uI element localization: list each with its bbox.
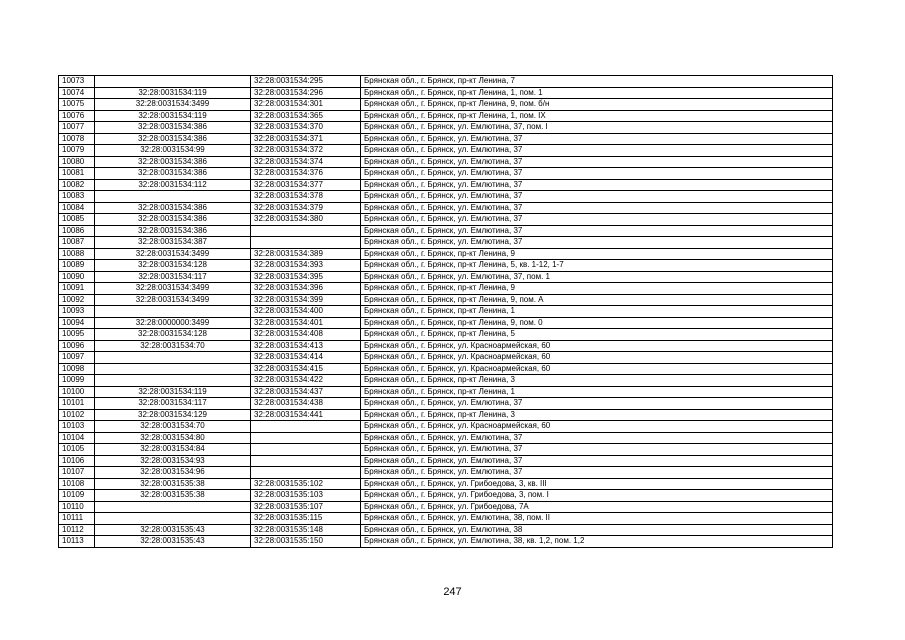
row-number-cell: 10105	[59, 444, 95, 456]
table-row	[59, 283, 833, 295]
table-row	[59, 110, 833, 122]
address-cell: Брянская обл., г. Брянск, ул. Емлютина, 37	[361, 168, 833, 180]
table-row	[59, 432, 833, 444]
row-number-cell: 10089	[59, 260, 95, 272]
table-row	[59, 168, 833, 180]
parent-cadastral-cell: 32:28:0031534:386	[95, 156, 251, 168]
parent-cadastral-cell: 32:28:0000000:3499	[95, 317, 251, 329]
parent-cadastral-cell: 32:28:0031534:3499	[95, 248, 251, 260]
cadastral-number-cell: 32:28:0031534:379	[251, 202, 361, 214]
address-cell: Брянская обл., г. Брянск, ул. Емлютина, 38, кв. 1,2, пом. 1,2	[361, 536, 833, 548]
table-row	[59, 501, 833, 513]
address-cell: Брянская обл., г. Брянск, ул. Грибоедова, 3, пом. I	[361, 490, 833, 502]
table-row	[59, 214, 833, 226]
row-number-cell: 10075	[59, 99, 95, 111]
page-number: 247	[443, 586, 462, 598]
table-row	[59, 156, 833, 168]
table-row	[59, 524, 833, 536]
parent-cadastral-cell: 32:28:0031534:128	[95, 260, 251, 272]
address-cell: Брянская обл., г. Брянск, пр-кт Ленина, 9	[361, 248, 833, 260]
table-row	[59, 490, 833, 502]
table-row	[59, 317, 833, 329]
address-cell: Брянская обл., г. Брянск, пр-кт Ленина, 9	[361, 283, 833, 295]
row-number-cell: 10096	[59, 340, 95, 352]
parent-cadastral-cell	[95, 513, 251, 525]
address-cell: Брянская обл., г. Брянск, пр-кт Ленина, 1, пом. 1	[361, 87, 833, 99]
address-cell: Брянская обл., г. Брянск, ул. Емлютина, 37	[361, 214, 833, 226]
cadastral-number-cell: 32:28:0031534:399	[251, 294, 361, 306]
row-number-cell: 10087	[59, 237, 95, 249]
parent-cadastral-cell: 32:28:0031534:386	[95, 214, 251, 226]
row-number-cell: 10080	[59, 156, 95, 168]
table-row	[59, 352, 833, 364]
parent-cadastral-cell: 32:28:0031534:3499	[95, 283, 251, 295]
table-row	[59, 191, 833, 203]
table-row	[59, 99, 833, 111]
cadastral-number-cell	[251, 455, 361, 467]
cadastral-number-cell: 32:28:0031534:400	[251, 306, 361, 318]
parent-cadastral-cell: 32:28:0031534:117	[95, 398, 251, 410]
cadastral-number-cell: 32:28:0031534:408	[251, 329, 361, 341]
parent-cadastral-cell: 32:28:0031534:70	[95, 340, 251, 352]
cadastral-number-cell: 32:28:0031534:395	[251, 271, 361, 283]
row-number-cell: 10079	[59, 145, 95, 157]
parent-cadastral-cell: 32:28:0031535:43	[95, 536, 251, 548]
table-row	[59, 145, 833, 157]
parent-cadastral-cell: 32:28:0031534:386	[95, 225, 251, 237]
cadastral-number-cell	[251, 237, 361, 249]
parent-cadastral-cell: 32:28:0031534:70	[95, 421, 251, 433]
cadastral-number-cell	[251, 421, 361, 433]
parent-cadastral-cell	[95, 191, 251, 203]
table-row	[59, 363, 833, 375]
cadastral-number-cell: 32:28:0031534:371	[251, 133, 361, 145]
row-number-cell: 10113	[59, 536, 95, 548]
row-number-cell: 10084	[59, 202, 95, 214]
row-number-cell: 10090	[59, 271, 95, 283]
address-cell: Брянская обл., г. Брянск, пр-кт Ленина, 1	[361, 386, 833, 398]
cadastral-number-cell	[251, 225, 361, 237]
address-cell: Брянская обл., г. Брянск, ул. Емлютина, 38	[361, 524, 833, 536]
table-row	[59, 248, 833, 260]
cadastral-number-cell: 32:28:0031534:393	[251, 260, 361, 272]
cadastral-number-cell: 32:28:0031534:295	[251, 76, 361, 88]
cadastral-number-cell: 32:28:0031535:103	[251, 490, 361, 502]
cadastral-number-cell: 32:28:0031534:372	[251, 145, 361, 157]
table-row	[59, 455, 833, 467]
table-row	[59, 329, 833, 341]
parent-cadastral-cell: 32:28:0031534:386	[95, 202, 251, 214]
address-cell: Брянская обл., г. Брянск, пр-кт Ленина, 3	[361, 409, 833, 421]
cadastral-number-cell	[251, 432, 361, 444]
parent-cadastral-cell: 32:28:0031535:38	[95, 478, 251, 490]
address-cell: Брянская обл., г. Брянск, пр-кт Ленина, 5, кв. 1-12, 1-7	[361, 260, 833, 272]
parent-cadastral-cell: 32:28:0031534:128	[95, 329, 251, 341]
address-cell: Брянская обл., г. Брянск, пр-кт Ленина, 7	[361, 76, 833, 88]
parent-cadastral-cell: 32:28:0031535:43	[95, 524, 251, 536]
row-number-cell: 10100	[59, 386, 95, 398]
row-number-cell: 10110	[59, 501, 95, 513]
cadastral-number-cell: 32:28:0031534:422	[251, 375, 361, 387]
table-row	[59, 76, 833, 88]
table-row	[59, 237, 833, 249]
address-cell: Брянская обл., г. Брянск, ул. Грибоедова, 7А	[361, 501, 833, 513]
address-cell: Брянская обл., г. Брянск, ул. Красноармейская, 60	[361, 340, 833, 352]
parent-cadastral-cell	[95, 501, 251, 513]
table-row	[59, 294, 833, 306]
cadastral-number-cell: 32:28:0031534:413	[251, 340, 361, 352]
cadastral-number-cell: 32:28:0031535:107	[251, 501, 361, 513]
address-cell: Брянская обл., г. Брянск, пр-кт Ленина, 5	[361, 329, 833, 341]
address-cell: Брянская обл., г. Брянск, ул. Емлютина, 37	[361, 156, 833, 168]
address-cell: Брянская обл., г. Брянск, пр-кт Ленина, 3	[361, 375, 833, 387]
cadastral-number-cell: 32:28:0031534:437	[251, 386, 361, 398]
row-number-cell: 10099	[59, 375, 95, 387]
table-row	[59, 375, 833, 387]
cadastral-number-cell	[251, 467, 361, 479]
parent-cadastral-cell: 32:28:0031534:3499	[95, 294, 251, 306]
row-number-cell: 10074	[59, 87, 95, 99]
address-cell: Брянская обл., г. Брянск, ул. Емлютина, 37	[361, 145, 833, 157]
address-cell: Брянская обл., г. Брянск, ул. Красноармейская, 60	[361, 421, 833, 433]
address-cell: Брянская обл., г. Брянск, ул. Емлютина, 37	[361, 225, 833, 237]
address-cell: Брянская обл., г. Брянск, ул. Емлютина, 37	[361, 237, 833, 249]
row-number-cell: 10078	[59, 133, 95, 145]
parent-cadastral-cell: 32:28:0031534:99	[95, 145, 251, 157]
parent-cadastral-cell	[95, 306, 251, 318]
row-number-cell: 10081	[59, 168, 95, 180]
table-row	[59, 133, 833, 145]
address-cell: Брянская обл., г. Брянск, ул. Емлютина, 37	[361, 455, 833, 467]
parent-cadastral-cell: 32:28:0031534:119	[95, 386, 251, 398]
address-cell: Брянская обл., г. Брянск, пр-кт Ленина, 1, пом. IX	[361, 110, 833, 122]
table-row	[59, 386, 833, 398]
cadastral-number-cell: 32:28:0031534:415	[251, 363, 361, 375]
address-cell: Брянская обл., г. Брянск, ул. Емлютина, 37	[361, 444, 833, 456]
table-row	[59, 421, 833, 433]
parent-cadastral-cell: 32:28:0031534:96	[95, 467, 251, 479]
address-cell: Брянская обл., г. Брянск, ул. Емлютина, 37, пом. 1	[361, 271, 833, 283]
row-number-cell: 10091	[59, 283, 95, 295]
table-row	[59, 87, 833, 99]
parent-cadastral-cell: 32:28:0031534:84	[95, 444, 251, 456]
cadastral-number-cell: 32:28:0031535:148	[251, 524, 361, 536]
address-cell: Брянская обл., г. Брянск, ул. Емлютина, 37	[361, 133, 833, 145]
address-cell: Брянская обл., г. Брянск, ул. Емлютина, 38, пом. II	[361, 513, 833, 525]
cadastral-number-cell: 32:28:0031534:380	[251, 214, 361, 226]
cadastral-number-cell: 32:28:0031534:414	[251, 352, 361, 364]
row-number-cell: 10097	[59, 352, 95, 364]
row-number-cell: 10083	[59, 191, 95, 203]
row-number-cell: 10085	[59, 214, 95, 226]
table-row	[59, 122, 833, 134]
address-cell: Брянская обл., г. Брянск, ул. Красноармейская, 60	[361, 363, 833, 375]
address-cell: Брянская обл., г. Брянск, пр-кт Ленина, 9, пом. б/н	[361, 99, 833, 111]
cadastral-number-cell: 32:28:0031535:150	[251, 536, 361, 548]
cadastral-number-cell: 32:28:0031534:438	[251, 398, 361, 410]
table-row	[59, 340, 833, 352]
cadastral-number-cell: 32:28:0031534:396	[251, 283, 361, 295]
table-row	[59, 467, 833, 479]
parent-cadastral-cell: 32:28:0031534:3499	[95, 99, 251, 111]
row-number-cell: 10104	[59, 432, 95, 444]
cadastral-number-cell: 32:28:0031535:115	[251, 513, 361, 525]
address-cell: Брянская обл., г. Брянск, ул. Емлютина, 37	[361, 191, 833, 203]
row-number-cell: 10107	[59, 467, 95, 479]
row-number-cell: 10094	[59, 317, 95, 329]
parent-cadastral-cell: 32:28:0031534:112	[95, 179, 251, 191]
parent-cadastral-cell: 32:28:0031535:38	[95, 490, 251, 502]
parent-cadastral-cell	[95, 76, 251, 88]
parent-cadastral-cell: 32:28:0031534:93	[95, 455, 251, 467]
row-number-cell: 10076	[59, 110, 95, 122]
table-row	[59, 306, 833, 318]
parent-cadastral-cell	[95, 375, 251, 387]
address-cell: Брянская обл., г. Брянск, ул. Емлютина, 37, пом. I	[361, 122, 833, 134]
cadastral-number-cell	[251, 444, 361, 456]
row-number-cell: 10077	[59, 122, 95, 134]
address-cell: Брянская обл., г. Брянск, ул. Емлютина, 37	[361, 432, 833, 444]
address-cell: Брянская обл., г. Брянск, ул. Емлютина, 37	[361, 202, 833, 214]
cadastral-number-cell: 32:28:0031534:370	[251, 122, 361, 134]
address-cell: Брянская обл., г. Брянск, пр-кт Ленина, 1	[361, 306, 833, 318]
row-number-cell: 10108	[59, 478, 95, 490]
table-row	[59, 398, 833, 410]
parent-cadastral-cell: 32:28:0031534:80	[95, 432, 251, 444]
row-number-cell: 10095	[59, 329, 95, 341]
row-number-cell: 10088	[59, 248, 95, 260]
table-row	[59, 179, 833, 191]
cadastral-number-cell: 32:28:0031534:374	[251, 156, 361, 168]
row-number-cell: 10086	[59, 225, 95, 237]
cadastral-number-cell: 32:28:0031534:377	[251, 179, 361, 191]
parent-cadastral-cell: 32:28:0031534:387	[95, 237, 251, 249]
parent-cadastral-cell: 32:28:0031534:119	[95, 110, 251, 122]
table-row	[59, 260, 833, 272]
parent-cadastral-cell: 32:28:0031534:129	[95, 409, 251, 421]
row-number-cell: 10082	[59, 179, 95, 191]
cadastral-number-cell: 32:28:0031534:441	[251, 409, 361, 421]
table-row	[59, 536, 833, 548]
row-number-cell: 10102	[59, 409, 95, 421]
row-number-cell: 10109	[59, 490, 95, 502]
row-number-cell: 10101	[59, 398, 95, 410]
cadastral-number-cell: 32:28:0031535:102	[251, 478, 361, 490]
cadastral-number-cell: 32:28:0031534:376	[251, 168, 361, 180]
row-number-cell: 10106	[59, 455, 95, 467]
cadastral-number-cell: 32:28:0031534:378	[251, 191, 361, 203]
cadastral-number-cell: 32:28:0031534:301	[251, 99, 361, 111]
table-row	[59, 409, 833, 421]
address-cell: Брянская обл., г. Брянск, ул. Емлютина, 37	[361, 467, 833, 479]
parent-cadastral-cell: 32:28:0031534:386	[95, 133, 251, 145]
row-number-cell: 10112	[59, 524, 95, 536]
parent-cadastral-cell	[95, 352, 251, 364]
table-row	[59, 513, 833, 525]
parent-cadastral-cell: 32:28:0031534:386	[95, 122, 251, 134]
address-cell: Брянская обл., г. Брянск, пр-кт Ленина, 9, пом. А	[361, 294, 833, 306]
row-number-cell: 10092	[59, 294, 95, 306]
row-number-cell: 10111	[59, 513, 95, 525]
row-number-cell: 10103	[59, 421, 95, 433]
table-row	[59, 271, 833, 283]
registry-table-body	[59, 76, 833, 548]
table-row	[59, 444, 833, 456]
table-row	[59, 202, 833, 214]
parent-cadastral-cell	[95, 363, 251, 375]
row-number-cell: 10093	[59, 306, 95, 318]
cadastral-number-cell: 32:28:0031534:389	[251, 248, 361, 260]
registry-table	[58, 75, 833, 548]
address-cell: Брянская обл., г. Брянск, пр-кт Ленина, 9, пом. 0	[361, 317, 833, 329]
cadastral-number-cell: 32:28:0031534:401	[251, 317, 361, 329]
table-row	[59, 225, 833, 237]
cadastral-number-cell: 32:28:0031534:296	[251, 87, 361, 99]
row-number-cell: 10098	[59, 363, 95, 375]
parent-cadastral-cell: 32:28:0031534:386	[95, 168, 251, 180]
address-cell: Брянская обл., г. Брянск, ул. Красноармейская, 60	[361, 352, 833, 364]
address-cell: Брянская обл., г. Брянск, ул. Грибоедова, 3, кв. III	[361, 478, 833, 490]
parent-cadastral-cell: 32:28:0031534:119	[95, 87, 251, 99]
table-row	[59, 478, 833, 490]
parent-cadastral-cell: 32:28:0031534:117	[95, 271, 251, 283]
cadastral-number-cell: 32:28:0031534:365	[251, 110, 361, 122]
address-cell: Брянская обл., г. Брянск, ул. Емлютина, 37	[361, 398, 833, 410]
address-cell: Брянская обл., г. Брянск, ул. Емлютина, 37	[361, 179, 833, 191]
row-number-cell: 10073	[59, 76, 95, 88]
